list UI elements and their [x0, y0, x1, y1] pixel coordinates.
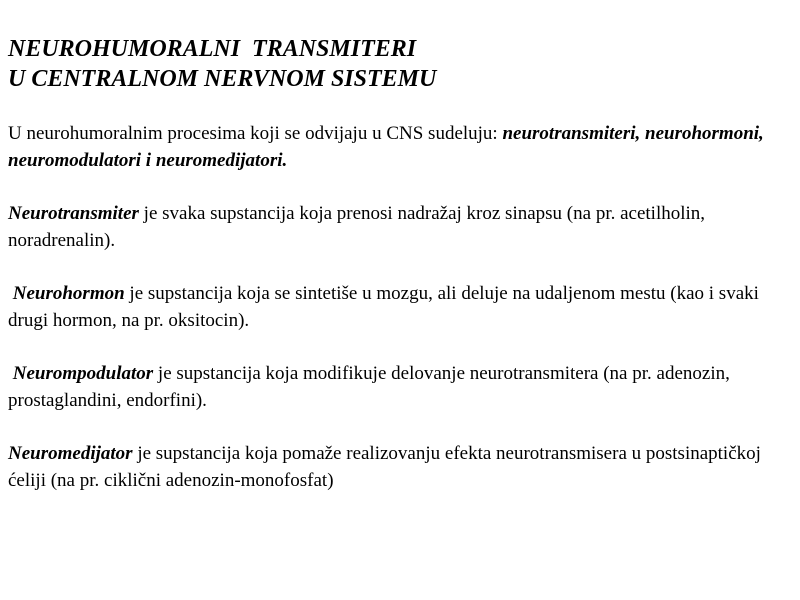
definition-text: je supstancija koja pomaže realizovanju efekta neurotransmisera u postsinaptičkoj ćeliji (na pr. ciklični adenozin-monofosfat) [8, 443, 761, 491]
title-line-2: U CENTRALNOM NERVNOM SISTEMU [8, 66, 437, 92]
definition-text: je supstancija koja se sintetiše u mozgu, ali deluje na udaljenom mestu (kao i svaki drugi hormon, na pr. oksitocin). [8, 283, 759, 331]
definition-neurotransmiter [8, 201, 792, 254]
intro-text: U neurohumoralnim procesima koji se odvijaju u CNS sudeluju: [8, 123, 503, 144]
intro-terms: neurotransmiteri, neurohormoni, neuromodulatori i neuromedijatori. [8, 123, 764, 171]
term-neuromedijator: Neuromedijator [8, 443, 133, 464]
slide-title [8, 34, 792, 94]
definition-text: je supstancija koja modifikuje delovanje neurotransmitera (na pr. adenozin, prostaglandini, endorfini). [8, 363, 730, 411]
slide-content [8, 34, 792, 494]
term-neurotransmiter: Neurotransmiter [8, 203, 139, 224]
term-neurompodulator: Neurompodulator [12, 363, 154, 384]
definition-neurompodulator [8, 361, 792, 414]
term-neurohormon: Neurohormon [12, 283, 125, 304]
title-line-1: NEUROHUMORALNI TRANSMITERI [8, 36, 417, 62]
definition-neuromedijator [8, 441, 792, 494]
definition-neurohormon [8, 281, 792, 334]
intro-paragraph [8, 121, 792, 174]
definition-text: je svaka supstancija koja prenosi nadražaj kroz sinapsu (na pr. acetilholin, noradrenalin). [8, 203, 706, 251]
